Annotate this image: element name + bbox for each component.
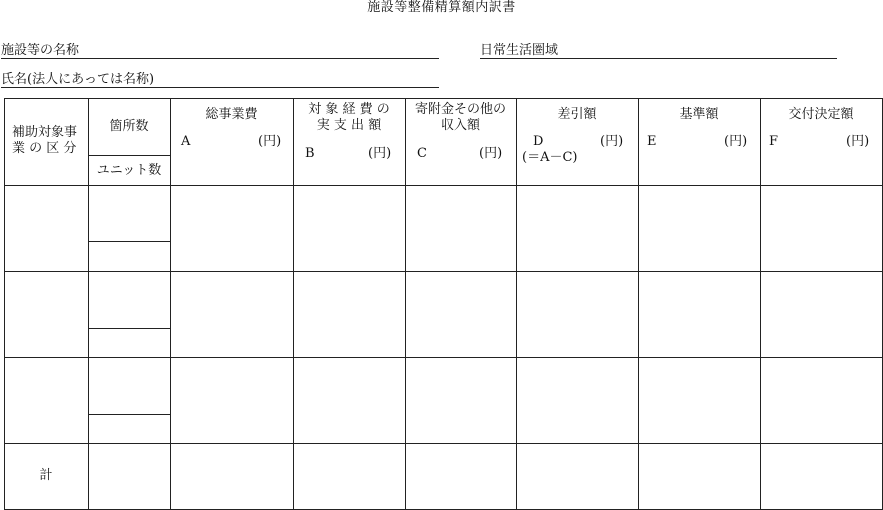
target-expense-letter: B xyxy=(305,146,315,161)
difference-formula: (＝A－C) xyxy=(522,150,578,165)
donation-unit: (円) xyxy=(479,146,503,161)
owner-name-label: 氏名(法人にあっては名称) xyxy=(1,72,155,87)
col-divider-2 xyxy=(170,98,171,510)
difference-header: 差引額 xyxy=(557,107,597,122)
facility-name-label: 施設等の名称 xyxy=(1,43,80,58)
locations-header: 箇所数 xyxy=(109,119,149,134)
facility-name-underline xyxy=(1,58,439,59)
standard-unit: (円) xyxy=(724,134,748,149)
row1-subdivider xyxy=(88,241,170,242)
living-area-underline xyxy=(480,58,837,59)
row1-bottom-border xyxy=(4,271,883,272)
target-expense-header-line1: 対 象 経 費 の xyxy=(308,102,390,117)
row2-bottom-border xyxy=(4,357,883,358)
total-cost-letter: A xyxy=(181,134,191,149)
standard-letter: E xyxy=(647,134,657,149)
col-divider-3 xyxy=(293,98,294,510)
units-header: ユニット数 xyxy=(96,163,162,178)
donation-letter: C xyxy=(417,146,427,161)
owner-name-underline xyxy=(1,87,439,88)
living-area-label: 日常生活圏域 xyxy=(480,43,559,58)
total-row-label: 計 xyxy=(39,468,53,483)
total-cost-header: 総事業費 xyxy=(205,107,258,122)
total-cost-unit: (円) xyxy=(258,134,282,149)
grant-header: 交付決定額 xyxy=(788,107,854,122)
difference-unit: (円) xyxy=(600,134,624,149)
row3-subdivider xyxy=(88,414,170,415)
col-divider-1 xyxy=(88,98,89,510)
table-top-border xyxy=(4,98,883,99)
standard-header: 基準額 xyxy=(679,107,719,122)
grant-unit: (円) xyxy=(846,134,870,149)
grant-letter: F xyxy=(769,134,779,149)
table-left-border xyxy=(4,98,5,510)
col-divider-7 xyxy=(760,98,761,510)
col-divider-4 xyxy=(405,98,406,510)
row3-bottom-border xyxy=(4,443,883,444)
header-subdivider xyxy=(88,155,170,156)
category-header-line2: 業 の 区 分 xyxy=(12,141,77,156)
col-divider-5 xyxy=(516,98,517,510)
row2-subdivider xyxy=(88,328,170,329)
header-bottom-border xyxy=(4,185,883,186)
difference-letter: D xyxy=(533,134,544,149)
col-divider-6 xyxy=(638,98,639,510)
target-expense-header-line2: 実 支 出 額 xyxy=(316,118,382,133)
target-expense-unit: (円) xyxy=(368,146,392,161)
donation-header-line1: 寄附金その他の xyxy=(414,102,506,117)
document-title: 施設等整備精算額内訳書 xyxy=(367,0,516,15)
donation-header-line2: 収入額 xyxy=(440,118,480,133)
category-header-line1: 補助対象事 xyxy=(12,125,78,140)
